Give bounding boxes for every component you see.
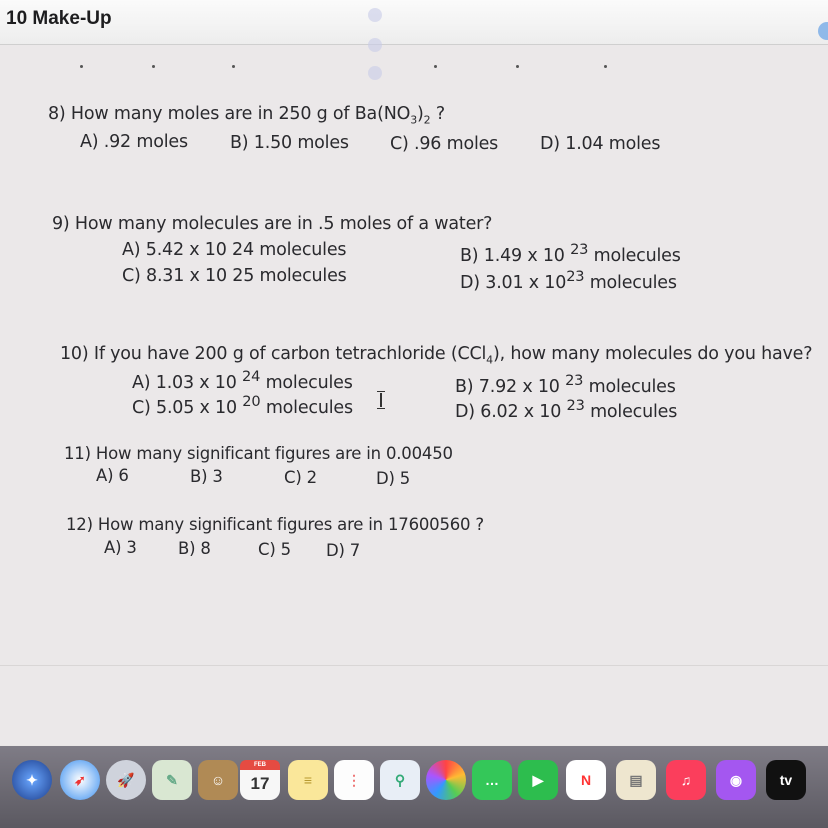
safari-icon[interactable]: ➶ [60,760,100,800]
question-12-option-d: D) 7 [326,541,361,560]
apple-tv-icon[interactable] [766,760,806,800]
question-11-option-a: A) 6 [96,466,129,485]
question-11-option-c: C) 2 [284,468,317,487]
question-10-option-a: A) 1.03 x 10 $^{24}$ molecules [132,368,353,393]
siri-icon[interactable]: ✦ [12,760,52,800]
question-9-text: 9) How many molecules are in .5 moles of a water? [52,214,493,234]
question-10-text: 10) If you have 200 g of carbon tetrachloride (CCl$_4$), how many molecules do you have? [60,344,813,367]
launchpad-icon[interactable]: 🚀 [106,760,146,800]
dock [0,746,828,828]
question-12-option-b: B) 8 [178,539,211,558]
notes-icon[interactable]: ≡ [288,760,328,800]
question-10-option-d: D) 6.02 x 10 $^{23}$ molecules [455,397,678,422]
question-8-option-b: B) 1.50 moles [230,133,349,153]
question-10-option-c: C) 5.05 x 10 $^{20}$ molecules [132,393,353,418]
question-11-text: 11) How many significant figures are in 0.00450 [64,444,453,463]
calendar-icon[interactable] [240,760,280,800]
question-11-option-b: B) 3 [190,467,223,486]
calendar-day: 17 [250,774,270,793]
question-12-option-a: A) 3 [104,538,137,557]
question-9-option-d: D) 3.01 x $10^{23}$ molecules [460,268,677,293]
question-8-option-d: D) 1.04 moles [540,134,661,154]
reminders-icon[interactable]: ⋮ [334,760,374,800]
question-10-option-b: B) 7.92 x 10 $^{23}$ molecules [455,372,676,397]
question-9-option-c: C) 8.31 x 10 25 molecules [122,266,347,286]
news-icon[interactable]: N [566,760,606,800]
question-8-option-c: C) .96 moles [390,134,499,154]
window-title: 10 Make-Up [6,8,112,29]
preview-icon[interactable]: ✎ [152,760,192,800]
contacts-icon[interactable]: ☺ [198,760,238,800]
question-8-text: 8) How many moles are in 250 g of $Ba(NO_3)_2$ ? [48,104,445,127]
facetime-icon[interactable]: ▶ [518,760,558,800]
question-12-option-c: C) 5 [258,540,291,559]
keynote-icon[interactable]: ▤ [616,760,656,800]
question-9-option-a: A) 5.42 x 10 24 molecules [122,240,347,260]
dotted-separator [80,65,620,71]
calendar-month: FEB [240,760,280,770]
maps-icon[interactable]: ⚲ [380,760,420,800]
question-11-option-d: D) 5 [376,469,411,488]
messages-icon[interactable]: … [472,760,512,800]
text-cursor-icon [377,391,385,409]
question-12-text: 12) How many significant figures are in 17600560 ? [66,515,484,534]
photos-icon[interactable] [426,760,466,800]
question-9-option-b: B) 1.49 x 10 $^{23}$ molecules [460,241,681,266]
faded-marks [368,0,386,90]
apple-tv-label: tv [779,772,793,788]
window-titlebar [0,0,828,45]
window-edge-control-icon[interactable] [818,22,828,40]
music-icon[interactable]: ♫ [666,760,706,800]
podcasts-icon[interactable]: ◉ [716,760,756,800]
page-divider [0,665,828,666]
question-8-option-a: A) .92 moles [80,132,188,152]
